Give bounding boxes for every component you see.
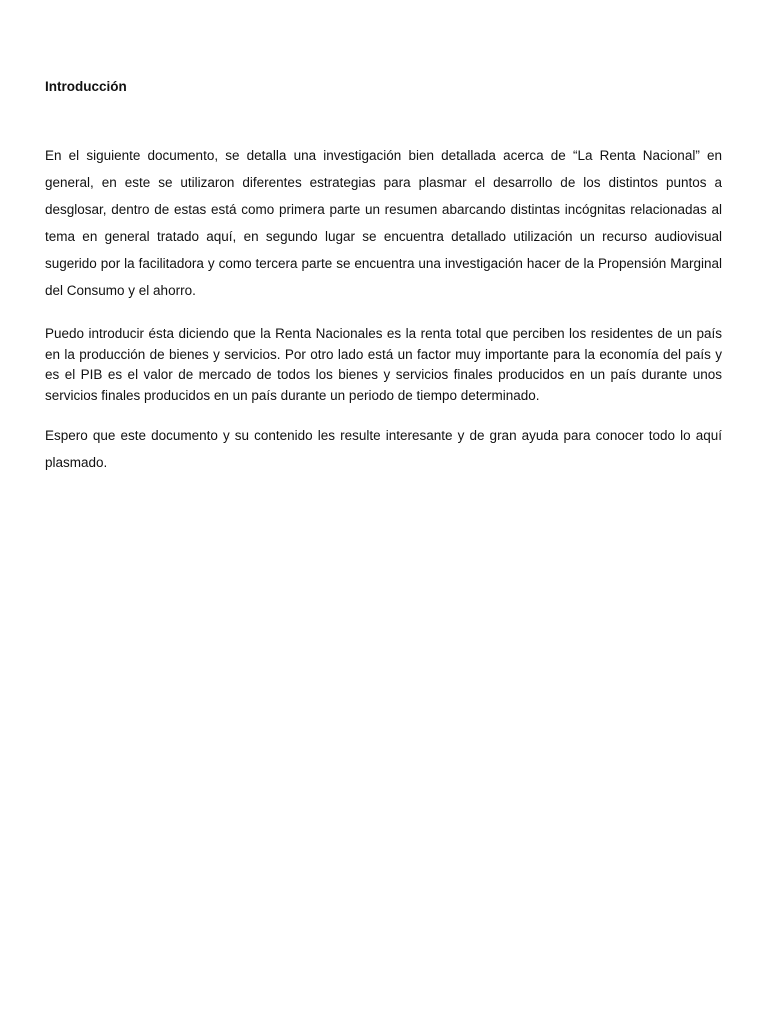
paragraph-renta-nacional: Puedo introducir ésta diciendo que la Renta Nacionales es la renta total que perciben los residentes de un país en la producción de bienes y servicios. Por otro lado está un factor muy importante para la economía del país y es el PIB es el valor de mercado de todos los bienes y servicios finales producidos en un país durante unos servicios finales producidos en un país durante un periodo de tiempo determinado. <box>45 326 722 403</box>
document-body <box>45 78 722 476</box>
section-heading: Introducción <box>45 79 127 94</box>
paragraph-intro: En el siguiente documento, se detalla una investigación bien detallada acerca de “La Renta Nacional” en general, en este se utilizaron diferentes estrategias para plasmar el desarrollo de los distintos puntos a desglosar, dentro de estas está como primera parte un resumen abarcando distintas incógnitas relacionadas al tema en general tratado aquí, en segundo lugar se encuentra detallado utilización un recurso audiovisual sugerido por la facilitadora y como tercera parte se encuentra una investigación hacer de la Propensión Marginal del Consumo y el ahorro. <box>45 148 722 298</box>
paragraph-closing: Espero que este documento y su contenido les resulte interesante y de gran ayuda para conocer todo lo aquí plasmado. <box>45 428 722 471</box>
